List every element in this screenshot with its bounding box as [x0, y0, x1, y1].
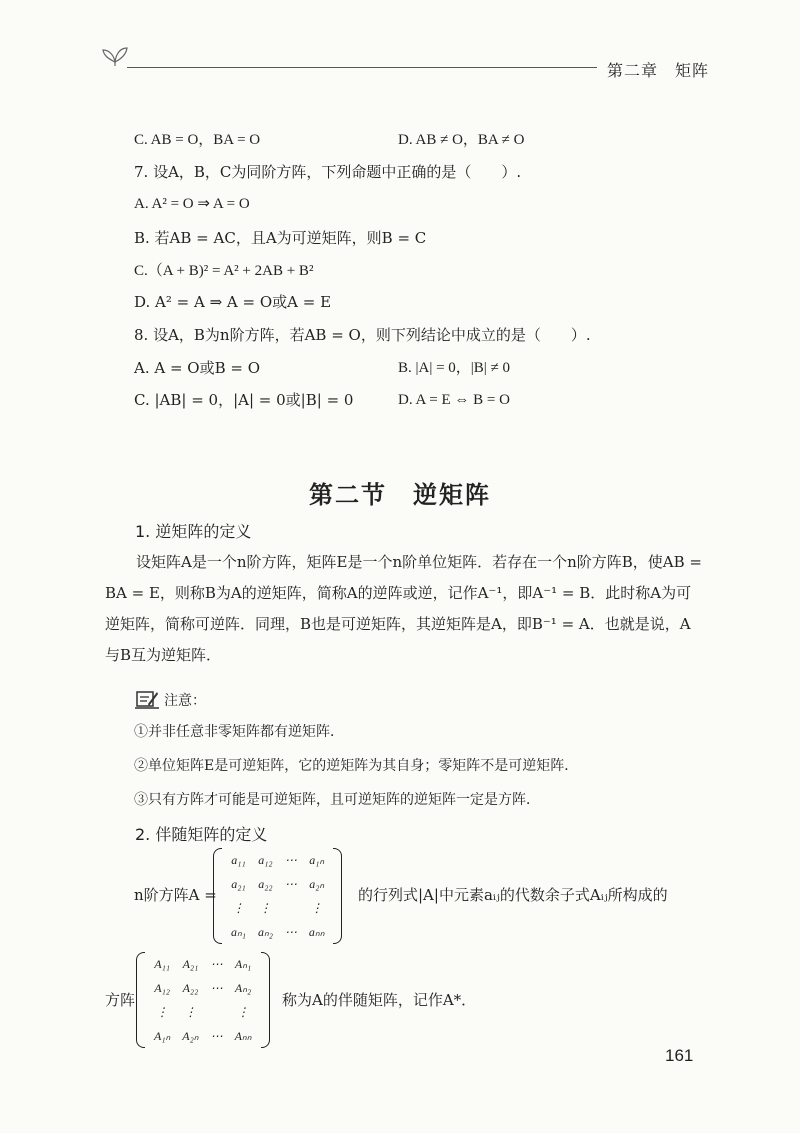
matrix-entry: ⋮ [156, 1004, 169, 1019]
note-item-1: ①并非任意非零矩阵都有逆矩阵． [134, 724, 344, 740]
note-item-2: ②单位矩阵E是可逆矩阵，它的逆矩阵为其自身；零矩阵不是可逆矩阵． [134, 758, 579, 774]
matrix-entry: ⋮ [232, 900, 245, 915]
subsection-inverse-definition: 1. 逆矩阵的定义 [135, 522, 252, 541]
matrix-entry: ⋯ [210, 980, 223, 995]
q8-option-d: D. A = E ⇔ B = O [398, 392, 510, 408]
chapter-title: 第二章 矩阵 [607, 61, 710, 80]
matrix-entry [205, 1000, 229, 1024]
q8-option-a: A. A = O或B = O [134, 359, 261, 377]
matrix-entry: Aₙ₂ [234, 980, 252, 995]
q7-option-a: A. A² = O ⇒ A = O [134, 196, 250, 212]
matrix-adjugate [136, 952, 270, 1048]
matrix-entry: ⋯ [284, 924, 297, 939]
matrix-entry: a₂ₙ [309, 876, 325, 891]
matrix-entry: aₙ₂ [257, 924, 273, 939]
note-label: 注意： [164, 693, 206, 709]
header-rule [127, 67, 597, 68]
matrix-entry: Aₙ₁ [234, 956, 252, 971]
matrix-entry: aₙ₁ [231, 924, 246, 939]
note-item-3: ③只有方阵才可能是可逆矩阵，且可逆矩阵的逆矩阵一定是方阵． [134, 792, 540, 808]
matrix-entry: ⋮ [259, 900, 272, 915]
matrix-entry: a₁₁ [231, 852, 246, 867]
matrix-entry: ⋯ [210, 1028, 223, 1043]
matrix-entry: A₂ₙ [182, 1028, 199, 1043]
matrix-entry [279, 896, 303, 920]
matrix-entry: a₂₁ [231, 876, 246, 891]
inverse-definition-paragraph: 设矩阵A是一个n阶方阵，矩阵E是一个n阶单位矩阵．若存在一个n阶方阵B，使AB = BA = E，则称B为A的逆矩阵，简称A的逆阵或逆，记作A⁻¹，即A⁻¹ = B．此时称A为可逆矩阵，简称可逆阵．同理，B也是可逆矩阵，其逆矩阵是A，即B⁻¹ = A．也就是说，A与B互为逆矩阵． [105, 553, 702, 664]
adj-prefix-2: 方阵 [105, 991, 136, 1009]
q8-stem: 8. 设A，B为n阶方阵，若AB = O，则下列结论中成立的是（ ）. [134, 326, 591, 344]
q7-stem: 7. 设A，B，C为同阶方阵，下列命题中正确的是（ ）. [134, 163, 522, 181]
matrix-entry: A₂₁ [182, 956, 199, 971]
page-number: 161 [665, 1046, 694, 1065]
matrix-entry: aₙₙ [308, 924, 325, 939]
matrix-entry: ⋯ [210, 956, 223, 971]
matrix-entry: A₁₁ [154, 956, 170, 971]
adj-suffix: 的行列式|A|中元素aᵢⱼ的代数余子式Aᵢⱼ所构成的 [358, 886, 668, 904]
section-title: 第二节 逆矩阵 [309, 481, 491, 509]
matrix-entry: A₂₂ [182, 980, 199, 995]
adj-suffix-2: 称为A的伴随矩阵，记作A*． [282, 991, 477, 1009]
matrix-entry: A₁ₙ [154, 1028, 171, 1043]
matrix-entry: ⋮ [184, 1004, 197, 1019]
matrix-entry: ⋮ [237, 1004, 250, 1019]
leaf-icon [100, 42, 130, 66]
note-pencil-icon [135, 688, 159, 710]
q8-option-b: B. |A| = 0，|B| ≠ 0 [398, 360, 511, 376]
matrix-entry: A₁₂ [154, 980, 170, 995]
q6-option-c: C. AB = O，BA = O [134, 132, 261, 148]
q7-option-d: D. A² = A ⇒ A = O或A = E [134, 293, 332, 311]
q7-option-b: B. 若AB = AC，且A为可逆矩阵，则B = C [134, 229, 427, 247]
subsection-adjugate-definition: 2. 伴随矩阵的定义 [135, 825, 268, 844]
adj-prefix: n阶方阵A = [134, 886, 217, 904]
matrix-entry: ⋯ [284, 852, 297, 867]
matrix-entry: Aₙₙ [234, 1028, 252, 1043]
q8-option-c: C. |AB| = 0，|A| = 0或|B| = 0 [134, 391, 354, 409]
matrix-entry: a₁ₙ [309, 852, 325, 867]
matrix-entry: a₂₂ [258, 876, 273, 891]
q6-option-d: D. AB ≠ O，BA ≠ O [398, 132, 525, 148]
matrix-entry: a₁₂ [258, 852, 273, 867]
matrix-a [213, 848, 342, 944]
matrix-entry: ⋮ [310, 900, 323, 915]
matrix-entry: ⋯ [284, 876, 297, 891]
q7-option-c: C.（A + B)² = A² + 2AB + B² [134, 263, 314, 279]
